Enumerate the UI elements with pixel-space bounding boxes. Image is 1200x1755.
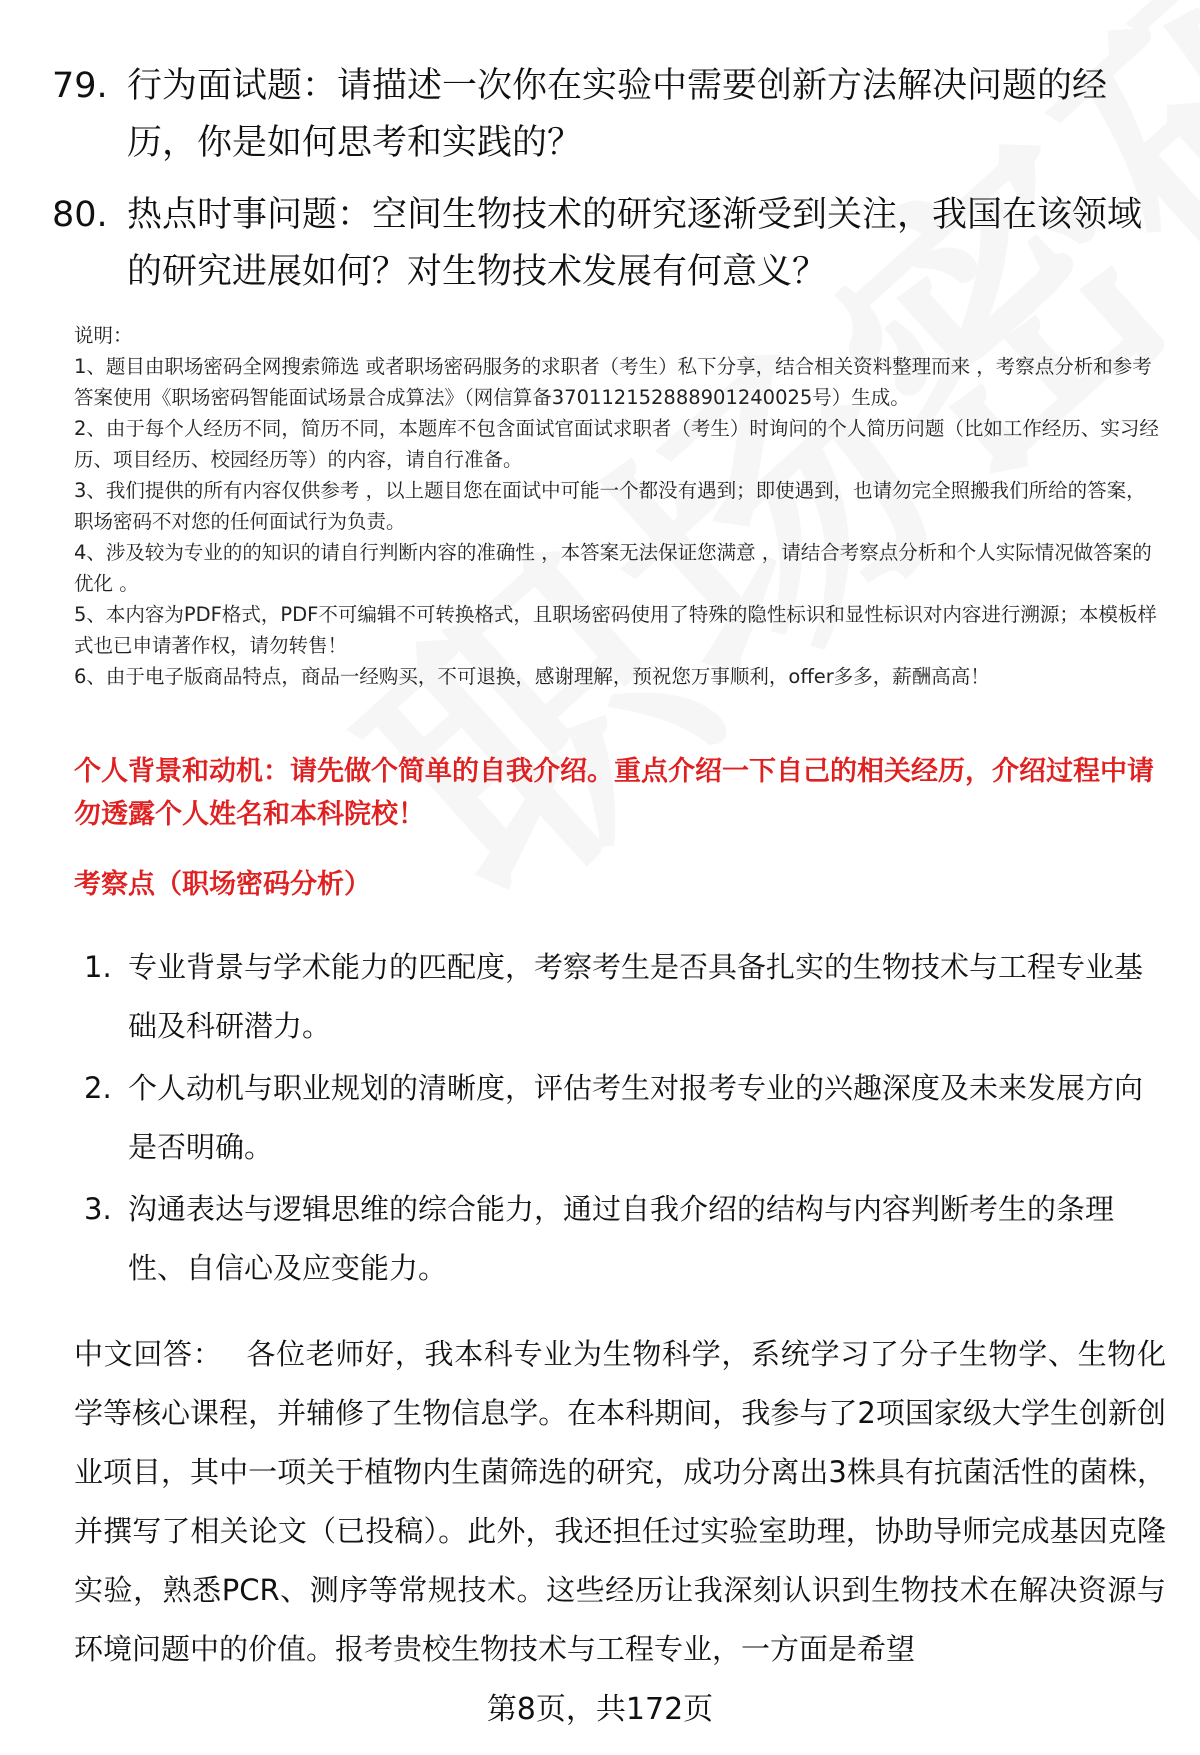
- list-item-text: 专业背景与学术能力的匹配度，考察考生是否具备扎实的生物技术与工程专业基础及科研潜力。: [128, 950, 1144, 1043]
- question-text: 热点时事问题：空间生物技术的研究逐渐受到关注，我国在该领域的研究进展如何？对生物技术发展有何意义？: [127, 195, 1143, 292]
- list-item: [84, 1180, 1164, 1298]
- list-item: [84, 938, 1164, 1056]
- question-79: [52, 58, 1152, 172]
- list-item-text: 沟通表达与逻辑思维的综合能力，通过自我介绍的结构与内容判断考生的条理性、自信心及应变能力。: [128, 1192, 1115, 1285]
- list-item: [84, 1059, 1164, 1177]
- note-item: 5、本内容为PDF格式，PDF不可编辑不可转换格式，且职场密码使用了特殊的隐性标识和显性标识对内容进行溯源；本模板样式也已申请著作权，请勿转售！: [74, 603, 1157, 657]
- answer-label: 中文回答：: [74, 1337, 223, 1371]
- question-number: 79.: [52, 66, 108, 106]
- page-footer: 第8页，共172页: [486, 1692, 714, 1727]
- list-item-text: 个人动机与职业规划的清晰度，评估考生对报考专业的兴趣深度及未来发展方向是否明确。: [128, 1071, 1144, 1164]
- list-item-number: 1.: [84, 950, 112, 984]
- note-item: 1、题目由职场密码全网搜索筛选 或者职场密码服务的求职者（考生）私下分享，结合相关资料整理而来 ，考察点分析和参考答案使用《职场密码智能面试场景合成算法》（网信算备370112152888901240025号）生成。: [74, 355, 1152, 409]
- list-item-number: 2.: [84, 1071, 112, 1105]
- note-item: 2、由于每个人经历不同，简历不同，本题库不包含面试官面试求职者（考生）时询问的个人简历问题（比如工作经历、实习经历、项目经历、校园经历等）的内容，请自行准备。: [74, 417, 1159, 471]
- notes-title: 说明：: [74, 324, 133, 347]
- analysis-list: [84, 938, 1164, 1301]
- note-item: 6、由于电子版商品特点，商品一经购买，不可退换，感谢理解，预祝您万事顺利，offer多多，薪酬高高！: [74, 665, 990, 688]
- note-item: 3、我们提供的所有内容仅供参考 ，以上题目您在面试中可能一个都没有遇到；即使遇到，也请勿完全照搬我们所给的答案，职场密码不对您的任何面试行为负责。: [74, 479, 1146, 533]
- section-question-heading: 个人背景和动机：请先做个简单的自我介绍。重点介绍一下自己的相关经历，介绍过程中请勿透露个人姓名和本科院校！: [74, 756, 1154, 830]
- note-item: 4、涉及较为专业的的知识的请自行判断内容的准确性 ，本答案无法保证您满意 ，请结合考察点分析和个人实际情况做答案的优化 。: [74, 541, 1152, 595]
- list-item-number: 3.: [84, 1192, 112, 1226]
- answer-text: 各位老师好，我本科专业为生物科学，系统学习了分子生物学、生物化学等核心课程，并辅修了生物信息学。在本科期间，我参与了2项国家级大学生创新创业项目，其中一项关于植物内生菌筛选的研究，成功分离出3株具有抗菌活性的菌株，并撰写了相关论文（已投稿）。此外，我还担任过实验室助理，协助导师完成基因克隆实验，熟悉PCR、测序等常规技术。这些经历让我深刻认识到生物技术在解决资源与环境问题中的价值。报考贵校生物技术与工程专业，一方面是希望: [74, 1337, 1166, 1666]
- analysis-title: 考察点（职场密码分析）: [74, 869, 371, 900]
- question-80: [52, 187, 1152, 301]
- question-text: 行为面试题：请描述一次你在实验中需要创新方法解决问题的经历，你是如何思考和实践的？: [127, 66, 1108, 163]
- answer-block: [74, 1325, 1166, 1679]
- question-number: 80.: [52, 195, 108, 235]
- notes-block: [74, 320, 1159, 692]
